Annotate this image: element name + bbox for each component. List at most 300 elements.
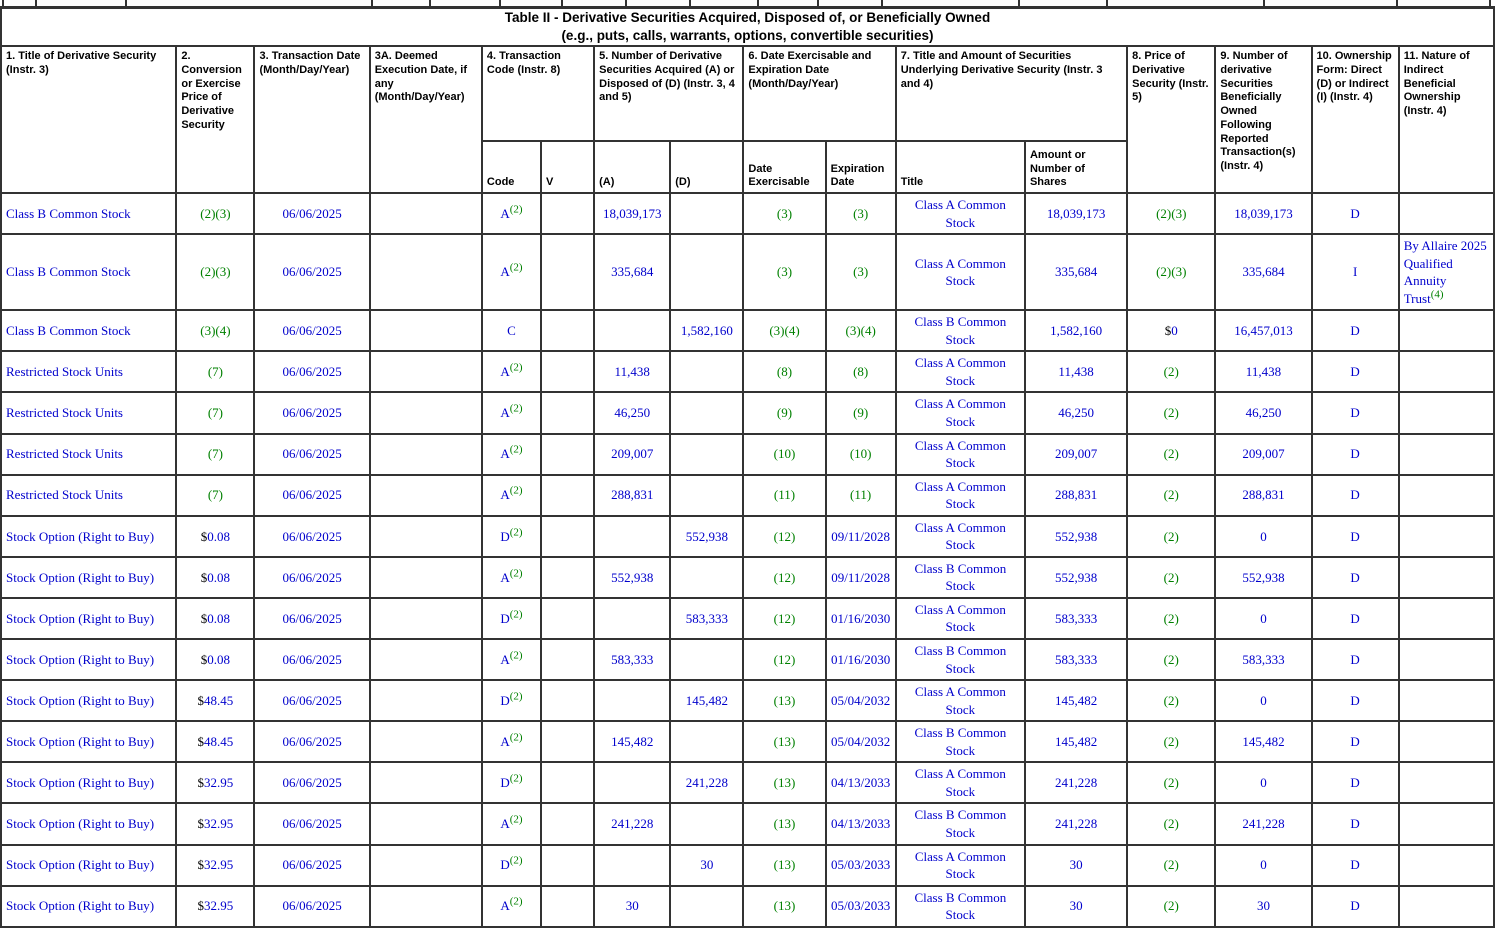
footnote-ref[interactable]: (2)(3) (1156, 264, 1187, 280)
cell-acquired (594, 475, 670, 516)
value-text: 06/06/2025 (282, 569, 342, 585)
cell-price (176, 762, 254, 803)
cell-title (1, 434, 176, 475)
value-text: D (1350, 733, 1360, 749)
value-text: 0 (1260, 610, 1267, 626)
column-divider-tick (881, 0, 883, 6)
cell-nature (1399, 193, 1494, 234)
cell-deemed-date (370, 598, 482, 639)
cell-expiration (826, 886, 896, 927)
cell-underlying-amount (1025, 351, 1127, 392)
cell-deriv-price (1127, 516, 1215, 557)
value-text: 145,482 (1054, 733, 1098, 749)
footnote-ref[interactable]: (2) (1163, 610, 1179, 626)
cell-acquired (594, 598, 670, 639)
cell-price (176, 475, 254, 516)
value-text: Stock Option (Right to Buy) (6, 857, 155, 873)
footnote-ref[interactable]: (13) (773, 692, 796, 708)
footnote-ref[interactable]: (2) (509, 608, 523, 621)
value-text: Class A Common Stock (914, 437, 1006, 471)
footnote-ref[interactable]: (2)(3) (200, 205, 231, 221)
footnote-ref[interactable]: (10) (849, 446, 872, 462)
value-text: 05/04/2032 (831, 733, 891, 749)
footnote-ref[interactable]: (2)(3) (1156, 205, 1187, 221)
footnote-ref[interactable]: (2) (1163, 487, 1179, 503)
cell-nature (1399, 845, 1494, 886)
dollar-sign: $ (197, 898, 205, 914)
cell-title (1, 475, 176, 516)
footnote-ref[interactable]: (2) (1163, 775, 1179, 791)
footnote-ref[interactable]: (2)(3) (200, 264, 231, 280)
footnote-ref[interactable]: (2) (1163, 651, 1179, 667)
cell-form (1312, 803, 1399, 844)
derivative-row (1, 475, 1494, 516)
cell-title (1, 721, 176, 762)
cell-expiration (826, 598, 896, 639)
cell-expiration (826, 762, 896, 803)
derivative-row (1, 351, 1494, 392)
cell-deriv-price (1127, 557, 1215, 598)
footnote-ref[interactable]: (8) (776, 364, 793, 380)
cell-acquired (594, 392, 670, 433)
dollar-sign: $ (200, 651, 208, 667)
column-divider-tick (35, 0, 37, 6)
dollar-sign: $ (200, 569, 208, 585)
cell-underlying-title (896, 803, 1025, 844)
footnote-ref[interactable]: (3) (776, 205, 793, 221)
value-text: 0 (1260, 857, 1267, 873)
transaction-code-value: A (500, 264, 510, 280)
value-text: 209,007 (1054, 446, 1098, 462)
footnote-ref[interactable]: (3)(4) (200, 323, 231, 339)
value-text: 0.08 (207, 569, 231, 585)
cell-title (1, 557, 176, 598)
dollar-sign: $ (200, 528, 208, 544)
cell-owned (1215, 639, 1311, 680)
cell-date-exercisable (743, 193, 825, 234)
footnote-ref[interactable]: (7) (207, 405, 223, 421)
cell-form (1312, 598, 1399, 639)
cell-acquired (594, 680, 670, 721)
cell-owned (1215, 351, 1311, 392)
value-text: Class A Common Stock (914, 197, 1006, 230)
value-text: 06/06/2025 (282, 446, 342, 462)
dollar-sign: $ (197, 816, 205, 832)
value-text: 18,039,173 (1046, 205, 1106, 221)
cell-v (541, 193, 594, 234)
cell-underlying-title (896, 886, 1025, 927)
cell-price (176, 639, 254, 680)
footnote-ref[interactable]: (13) (773, 857, 796, 873)
cell-disposed (670, 845, 743, 886)
cell-deriv-price (1127, 310, 1215, 351)
value-text: 583,333 (1054, 651, 1098, 667)
value-text: D (1350, 323, 1360, 339)
footnote-ref[interactable]: (12) (773, 528, 796, 544)
value-text: 0 (1171, 323, 1178, 339)
cell-disposed (670, 803, 743, 844)
cell-underlying-amount (1025, 762, 1127, 803)
cell-deriv-price (1127, 845, 1215, 886)
value-text: 145,482 (1242, 733, 1285, 749)
value-text: 06/06/2025 (282, 528, 342, 544)
cell-expiration (826, 680, 896, 721)
cell-title (1, 193, 176, 234)
cell-owned (1215, 516, 1311, 557)
footnote-ref[interactable]: (2) (1163, 569, 1179, 585)
cell-acquired (594, 762, 670, 803)
col-header-price-of-derivative: 8. Price of Derivative Security (Instr. 5) (1127, 46, 1215, 193)
table-above-bottom-edge (0, 0, 1495, 9)
cell-underlying-amount (1025, 598, 1127, 639)
cell-deemed-date (370, 721, 482, 762)
cell-acquired (594, 193, 670, 234)
footnote-ref[interactable]: (2) (509, 485, 523, 498)
cell-date-exercisable (743, 392, 825, 433)
footnote-ref[interactable]: (2) (509, 526, 523, 539)
footnote-ref[interactable]: (13) (773, 733, 796, 749)
cell-code (482, 598, 541, 639)
value-text: D (1350, 651, 1360, 667)
cell-deriv-price (1127, 434, 1215, 475)
value-text: 288,831 (1242, 487, 1285, 503)
cell-disposed (670, 721, 743, 762)
value-text: 11,438 (1245, 364, 1282, 380)
value-text: D (1350, 205, 1360, 221)
footnote-ref[interactable]: (3) (853, 205, 869, 221)
value-text: Class B Common Stock (6, 264, 131, 280)
value-text: 18,039,173 (1234, 205, 1293, 221)
col-header-title-of-derivative: 1. Title of Derivative Security (Instr. 3) (1, 46, 176, 193)
value-text: 0 (1260, 528, 1267, 544)
footnote-ref[interactable]: (2) (1163, 857, 1179, 873)
value-text: Class A Common Stock (914, 519, 1006, 553)
cell-underlying-title (896, 310, 1025, 351)
cell-form (1312, 721, 1399, 762)
value-text: 0.08 (207, 528, 231, 544)
cell-code (482, 845, 541, 886)
cell-form (1312, 639, 1399, 680)
cell-price (176, 516, 254, 557)
cell-nature (1399, 310, 1494, 351)
footnote-ref[interactable]: (13) (773, 775, 796, 791)
cell-date-exercisable (743, 680, 825, 721)
dollar-sign: $ (200, 610, 208, 626)
transaction-code-value: A (500, 816, 510, 832)
transaction-code-value: D (500, 857, 510, 873)
cell-owned (1215, 392, 1311, 433)
transaction-code-value: A (500, 487, 510, 503)
cell-underlying-title (896, 639, 1025, 680)
cell-nature (1399, 392, 1494, 433)
value-text: 04/13/2033 (831, 816, 891, 832)
value-text: 09/11/2028 (831, 528, 891, 544)
footnote-ref[interactable]: (2) (509, 854, 523, 867)
footnote-ref[interactable]: (2) (1163, 446, 1179, 462)
footnote-ref[interactable]: (13) (773, 898, 796, 914)
derivative-row (1, 845, 1494, 886)
footnote-ref[interactable]: (2) (509, 690, 523, 703)
cell-txn-date (254, 845, 369, 886)
cell-expiration (826, 434, 896, 475)
cell-expiration (826, 516, 896, 557)
cell-underlying-title (896, 475, 1025, 516)
footnote-ref[interactable]: (2) (509, 772, 523, 785)
footnote-ref[interactable]: (8) (853, 364, 869, 380)
value-text: 0.08 (207, 651, 231, 667)
column-divider-tick (1106, 0, 1108, 6)
value-text: 06/06/2025 (282, 364, 342, 380)
header-row-main (1, 46, 1494, 141)
footnote-ref[interactable]: (2) (509, 262, 523, 275)
cell-code (482, 680, 541, 721)
cell-txn-date (254, 351, 369, 392)
cell-code (482, 234, 541, 310)
cell-expiration (826, 234, 896, 310)
value-text: 0 (1260, 775, 1267, 791)
dollar-sign: $ (197, 775, 205, 791)
footnote-ref[interactable]: (2) (509, 649, 523, 662)
value-text: 241,228 (1054, 775, 1098, 791)
value-text: D (1350, 405, 1360, 421)
cell-v (541, 516, 594, 557)
footnote-ref[interactable]: (2) (509, 896, 523, 909)
table2-title-box (0, 9, 1495, 45)
value-text: 46,250 (1245, 405, 1282, 421)
cell-code (482, 762, 541, 803)
transaction-code-value: D (500, 775, 510, 791)
cell-underlying-amount (1025, 434, 1127, 475)
value-text: 241,228 (611, 816, 654, 832)
column-divider-tick (371, 0, 373, 6)
value-text: 48.45 (204, 733, 234, 749)
value-text: D (1350, 528, 1360, 544)
value-text: Restricted Stock Units (6, 446, 123, 462)
cell-form (1312, 680, 1399, 721)
footnote-ref[interactable]: (2) (1163, 898, 1179, 914)
cell-price (176, 351, 254, 392)
cell-form (1312, 392, 1399, 433)
value-text: 04/13/2033 (831, 775, 891, 791)
footnote-ref[interactable]: (3) (853, 264, 869, 280)
cell-deriv-price (1127, 234, 1215, 310)
cell-price (176, 845, 254, 886)
derivative-row (1, 193, 1494, 234)
value-text: Stock Option (Right to Buy) (6, 816, 155, 832)
cell-code (482, 557, 541, 598)
cell-date-exercisable (743, 516, 825, 557)
cell-v (541, 234, 594, 310)
footnote-ref[interactable]: (2) (1163, 692, 1179, 708)
cell-nature (1399, 721, 1494, 762)
footnote-ref[interactable]: (12) (773, 651, 796, 667)
value-text: 30 (1256, 898, 1270, 914)
value-text: 06/06/2025 (282, 692, 342, 708)
cell-v (541, 721, 594, 762)
value-text: 583,333 (611, 651, 654, 667)
footnote-ref[interactable]: (9) (853, 405, 869, 421)
footnote-ref[interactable]: (9) (776, 405, 793, 421)
cell-code (482, 392, 541, 433)
cell-txn-date (254, 475, 369, 516)
footnote-ref[interactable]: (12) (773, 610, 796, 626)
cell-nature (1399, 234, 1494, 310)
footnote-ref[interactable]: (7) (207, 446, 223, 462)
column-divider-tick (689, 0, 691, 6)
cell-owned (1215, 803, 1311, 844)
cell-code (482, 639, 541, 680)
value-text: D (1350, 610, 1360, 626)
cell-form (1312, 234, 1399, 310)
footnote-ref[interactable]: (2) (509, 203, 523, 216)
cell-expiration (826, 392, 896, 433)
footnote-ref[interactable]: (13) (773, 816, 796, 832)
cell-owned (1215, 886, 1311, 927)
col-header-deemed-execution-date: 3A. Deemed Execution Date, if any (Month/Day/Year) (370, 46, 482, 193)
cell-txn-date (254, 886, 369, 927)
transaction-code-value: A (500, 405, 510, 421)
cell-owned (1215, 598, 1311, 639)
table2-title: Table II - Derivative Securities Acquired, Disposed of, or Beneficially Owned (504, 10, 991, 26)
transaction-code-value: A (500, 898, 510, 914)
cell-disposed (670, 234, 743, 310)
value-text: Class A Common Stock (914, 684, 1006, 717)
cell-nature (1399, 434, 1494, 475)
cell-deemed-date (370, 434, 482, 475)
footnote-ref[interactable]: (10) (773, 446, 796, 462)
cell-date-exercisable (743, 598, 825, 639)
footnote-ref[interactable]: (12) (773, 569, 796, 585)
cell-expiration (826, 803, 896, 844)
cell-underlying-amount (1025, 721, 1127, 762)
cell-v (541, 434, 594, 475)
cell-price (176, 310, 254, 351)
cell-form (1312, 310, 1399, 351)
cell-price (176, 234, 254, 310)
footnote-ref[interactable]: (2) (509, 444, 523, 456)
footnote-ref[interactable]: (11) (850, 487, 872, 503)
footnote-ref[interactable]: (2) (1163, 405, 1179, 421)
col-header-transaction-code: 4. Transaction Code (Instr. 8) (482, 46, 594, 141)
cell-nature (1399, 516, 1494, 557)
cell-price (176, 803, 254, 844)
cell-disposed (670, 351, 743, 392)
value-text: 01/16/2030 (831, 610, 891, 626)
value-text: 335,684 (1242, 264, 1285, 280)
cell-v (541, 886, 594, 927)
footnote-ref[interactable]: (4) (1430, 288, 1444, 301)
cell-nature (1399, 803, 1494, 844)
cell-disposed (670, 434, 743, 475)
footnote-ref[interactable]: (11) (773, 487, 796, 503)
value-text: 09/11/2028 (831, 569, 891, 585)
cell-deemed-date (370, 886, 482, 927)
value-text: Restricted Stock Units (6, 487, 123, 503)
footnote-ref[interactable]: (3) (776, 264, 793, 280)
value-text: D (1350, 898, 1360, 914)
cell-deemed-date (370, 803, 482, 844)
footnote-ref[interactable]: (3)(4) (845, 323, 876, 339)
value-text: 06/06/2025 (282, 610, 342, 626)
cell-txn-date (254, 557, 369, 598)
cell-deriv-price (1127, 639, 1215, 680)
value-text: 06/06/2025 (282, 775, 342, 791)
cell-acquired (594, 639, 670, 680)
cell-underlying-amount (1025, 310, 1127, 351)
cell-underlying-title (896, 234, 1025, 310)
footnote-ref[interactable]: (3)(4) (769, 323, 800, 339)
cell-deemed-date (370, 845, 482, 886)
cell-price (176, 193, 254, 234)
cell-deriv-price (1127, 193, 1215, 234)
footnote-ref[interactable]: (7) (207, 487, 223, 503)
derivative-row (1, 516, 1494, 557)
cell-v (541, 310, 594, 351)
cell-underlying-amount (1025, 803, 1127, 844)
cell-form (1312, 886, 1399, 927)
footnote-ref[interactable]: (2) (509, 402, 523, 415)
value-text: Stock Option (Right to Buy) (6, 733, 155, 749)
cell-title (1, 351, 176, 392)
cell-price (176, 680, 254, 721)
col-header-owned-following: 9. Number of derivative Securities Beneficially Owned Following Reported Transaction(s) (Instr. 4) (1215, 46, 1311, 193)
footnote-ref[interactable]: (2) (509, 567, 523, 580)
cell-deriv-price (1127, 392, 1215, 433)
cell-disposed (670, 193, 743, 234)
col-header-conversion-price: 2. Conversion or Exercise Price of Derivative Security (176, 46, 254, 193)
cell-v (541, 351, 594, 392)
value-text: 30 (1069, 857, 1083, 873)
cell-deemed-date (370, 351, 482, 392)
value-text: 1,582,160 (680, 323, 733, 339)
derivative-row (1, 234, 1494, 310)
footnote-ref[interactable]: (7) (207, 364, 223, 380)
cell-title (1, 516, 176, 557)
cell-nature (1399, 351, 1494, 392)
cell-code (482, 721, 541, 762)
value-text: 11,438 (614, 364, 650, 380)
cell-nature (1399, 598, 1494, 639)
table2-subtitle: (e.g., puts, calls, warrants, options, convertible securities) (561, 28, 934, 43)
cell-code (482, 886, 541, 927)
cell-v (541, 762, 594, 803)
footnote-ref[interactable]: (2) (1163, 364, 1179, 380)
value-text: 0 (1260, 692, 1267, 708)
value-text: 0.08 (207, 610, 231, 626)
value-text: Class B Common Stock (6, 205, 131, 221)
cell-txn-date (254, 193, 369, 234)
cell-acquired (594, 434, 670, 475)
cell-disposed (670, 639, 743, 680)
footnote-ref[interactable]: (2) (509, 813, 523, 826)
cell-underlying-amount (1025, 516, 1127, 557)
footnote-ref[interactable]: (2) (1163, 528, 1179, 544)
cell-acquired (594, 351, 670, 392)
footnote-ref[interactable]: (2) (1163, 816, 1179, 832)
derivative-row (1, 310, 1494, 351)
footnote-ref[interactable]: (2) (509, 731, 523, 744)
cell-acquired (594, 845, 670, 886)
subcol-header-code: Code (482, 141, 541, 193)
cell-v (541, 845, 594, 886)
footnote-ref[interactable]: (2) (1163, 733, 1179, 749)
value-text: Stock Option (Right to Buy) (6, 692, 155, 708)
footnote-ref[interactable]: (2) (509, 361, 523, 374)
cell-code (482, 310, 541, 351)
value-text: 145,482 (685, 692, 728, 708)
cell-date-exercisable (743, 762, 825, 803)
value-text: Class A Common Stock (914, 848, 1006, 882)
